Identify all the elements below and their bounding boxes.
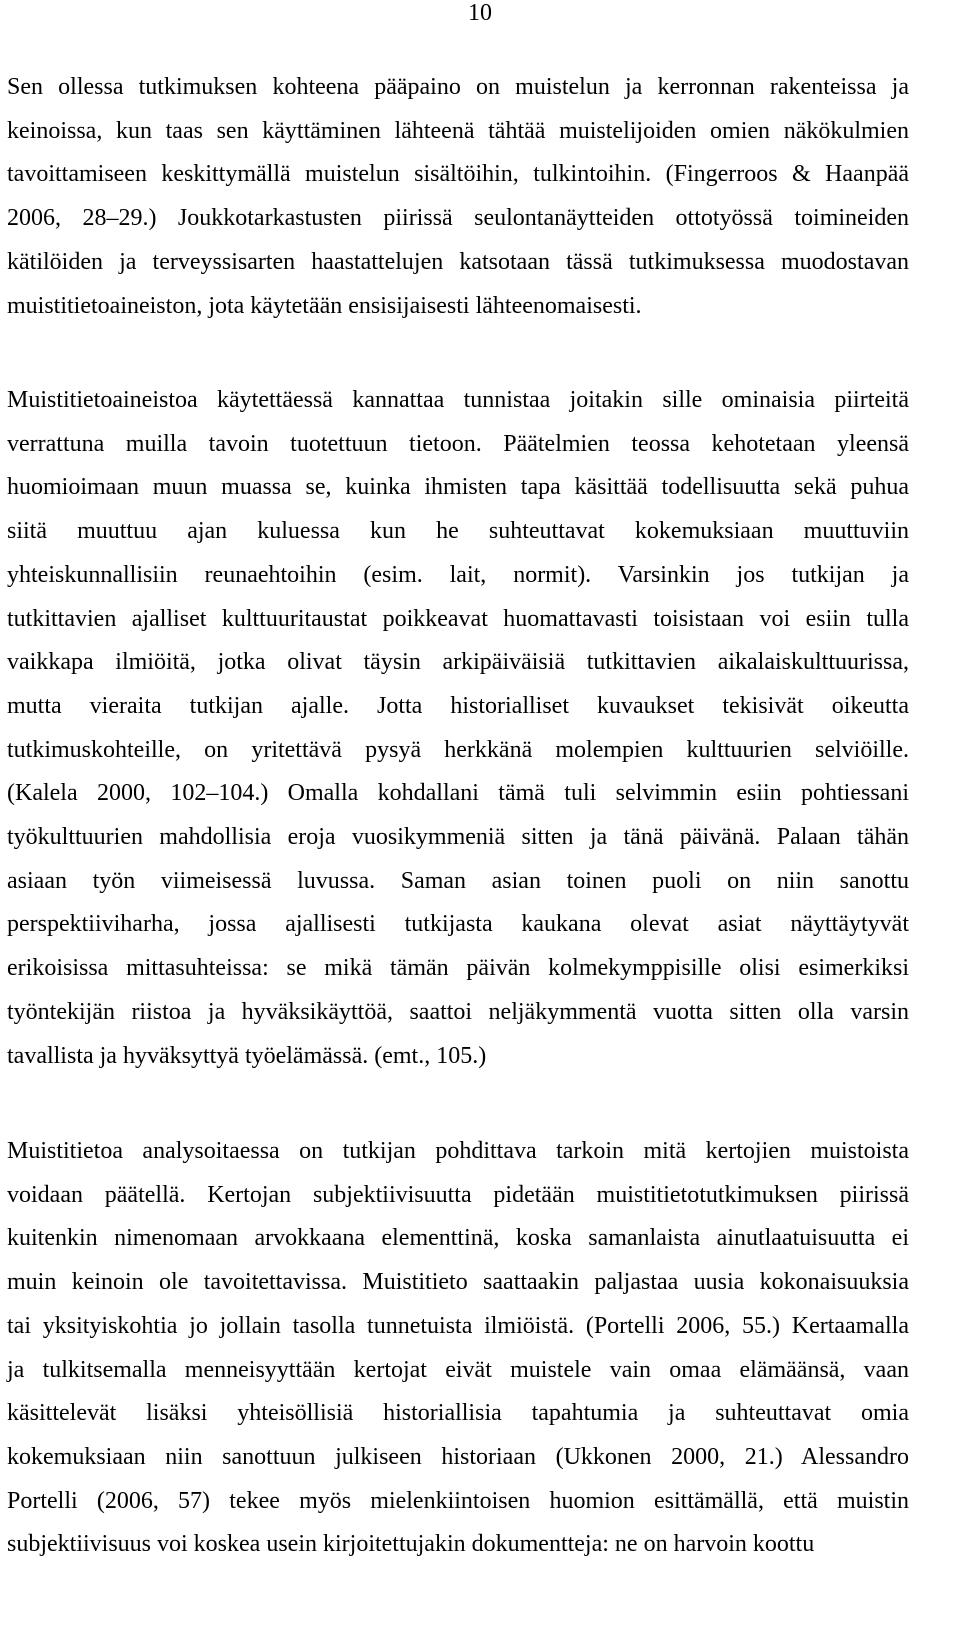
text-line: mutta vieraita tutkijan ajalle. Jotta historialliset kuvaukset tekisivät oikeutta [7, 692, 909, 719]
text-line: muin keinoin ole tavoitettavissa. Muistitieto saattaakin paljastaa uusia kokonaisuuksia [7, 1269, 909, 1296]
text-line: kätilöiden ja terveyssisarten haastattelujen katsotaan tässä tutkimuksessa muodostavan [7, 248, 909, 275]
text-line: Portelli (2006, 57) tekee myös mielenkiintoisen huomion esittämällä, että muistin [7, 1487, 909, 1514]
text-line: erikoisissa mittasuhteissa: se mikä tämän päivän kolmekymppisille olisi esimerkiksi [7, 955, 909, 982]
text-line: tavoittamiseen keskittymällä muistelun sisältöihin, tulkintoihin. (Fingerroos & Haanpää [7, 161, 909, 188]
text-line: verrattuna muilla tavoin tuotettuun tietoon. Päätelmien teossa kehotetaan yleensä [7, 430, 909, 457]
text-line: Sen ollessa tutkimuksen kohteena pääpaino on muistelun ja kerronnan rakenteissa ja [7, 74, 909, 100]
text-line: kokemuksiaan niin sanottuun julkiseen historiaan (Ukkonen 2000, 21.) Alessandro [7, 1443, 909, 1470]
text-line: tutkittavien ajalliset kulttuuritaustat poikkeavat huomattavasti toisistaan voi esiin tulla [7, 605, 909, 632]
text-line: Muistitietoaineistoa käytettäessä kannattaa tunnistaa joitakin sille ominaisia piirteitä [7, 387, 909, 413]
text-line: huomioimaan muun muassa se, kuinka ihmisten tapa käsittää todellisuutta sekä puhua [7, 474, 909, 501]
text-line: työkulttuurien mahdollisia eroja vuosikymmeniä sitten ja tänä päivänä. Palaan tähän [7, 824, 909, 850]
text-line: tutkimuskohteille, on yritettävä pysyä herkkänä molempien kulttuurien selviöille. [7, 736, 909, 763]
text-line: muistitietoaineiston, jota käytetään ensisijaisesti lähteenomaisesti. [7, 292, 642, 319]
text-line: Muistitietoa analysoitaessa on tutkijan pohdittava tarkoin mitä kertojien muistoista [7, 1138, 909, 1164]
text-line: työntekijän riistoa ja hyväksikäyttöä, saattoi neljäkymmentä vuotta sitten olla varsin [7, 998, 909, 1025]
text-line: kuitenkin nimenomaan arvokkaana elementtinä, koska samanlaista ainutlaatuisuutta ei [7, 1225, 909, 1252]
text-line: yhteiskunnallisiin reunaehtoihin (esim. lait, normit). Varsinkin jos tutkijan ja [7, 561, 909, 588]
text-line: vaikkapa ilmiöitä, jotka olivat täysin arkipäiväisiä tutkittavien aikalaiskulttuurissa, [7, 649, 909, 676]
text-line: asiaan työn viimeisessä luvussa. Saman asian toinen puoli on niin sanottu [7, 867, 909, 894]
text-line: siitä muuttuu ajan kuluessa kun he suhteuttavat kokemuksiaan muuttuviin [7, 518, 909, 545]
text-line: keinoissa, kun taas sen käyttäminen lähteenä tähtää muistelijoiden omien näkökulmien [7, 117, 909, 144]
text-line: subjektiivisuus voi koskea usein kirjoitettujakin dokumentteja: ne on harvoin koottu [7, 1531, 815, 1558]
text-line: (Kalela 2000, 102–104.) Omalla kohdallani tämä tuli selvimmin esiin pohtiessani [7, 780, 909, 807]
page-number: 10 [468, 0, 492, 26]
text-line: ja tulkitsemalla menneisyyttään kertojat eivät muistele vain omaa elämäänsä, vaan [7, 1356, 909, 1383]
text-line: voidaan päätellä. Kertojan subjektiivisuutta pidetään muistitietotutkimuksen piirissä [7, 1181, 909, 1208]
text-line: käsittelevät lisäksi yhteisöllisiä historiallisia tapahtumia ja suhteuttavat omia [7, 1400, 909, 1427]
text-line: tavallista ja hyväksyttyä työelämässä. (emt., 105.) [7, 1042, 487, 1069]
text-line: tai yksityiskohtia jo jollain tasolla tunnetuista ilmiöistä. (Portelli 2006, 55.) Kertaamalla [7, 1312, 909, 1339]
text-line: perspektiiviharha, jossa ajallisesti tutkijasta kaukana olevat asiat näyttäytyvät [7, 911, 909, 938]
text-line: 2006, 28–29.) Joukkotarkastusten piirissä seulontanäytteiden ottotyössä toimineiden [7, 205, 909, 232]
